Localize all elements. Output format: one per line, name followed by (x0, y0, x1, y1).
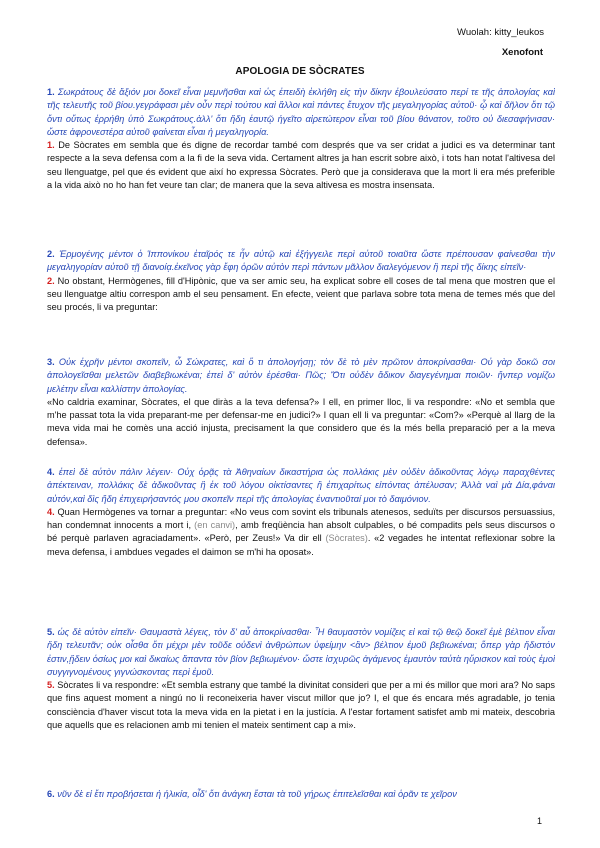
greek-passage (47, 356, 555, 396)
catalan-translation (47, 679, 555, 732)
uploader-label: Wuolah: kitty_leukos (457, 27, 544, 38)
greek-passage (47, 466, 555, 506)
section-number: 2. (47, 249, 55, 259)
editorial-note: (en canvi) (194, 520, 236, 531)
greek-passage (47, 626, 555, 679)
greek-text: ὡς δὲ αὐτὸν εἰπεῖν· Θαυμαστὰ λέγεις, τὸν δ' αὖ ἀποκρίνασθαι· Ἦ θαυμαστὸν νομίζεις εἰ καὶ τῷ θεῷ δοκεῖ ἐμὲ βέλτιον εἶναι ἤδη τελευτᾶν; οὐκ οἶσθα ὅτι μέχρι μὲν τοῦδε οὐδενὶ ἀνθρώπων ὑφείμην <ἂν> βέλτιον ἐμοῦ βεβιωκέναι; ὅπερ γὰρ ἥδιστόν ἐστιν,ᾔδειν ὁσίως μοι καὶ δικαίως ἅπαντα τὸν βίον βεβιωμένον· ὥστε ἰσχυρῶς ἀγάμενος ἐμαυτὸν ταὐτὰ ηὕρισκον καὶ τοὺς ἐμοὶ συγγιγνομένους γιγνώσκοντας περὶ ἐμοῦ. (47, 627, 555, 677)
catalan-text: De Sòcrates em sembla que és digne de recordar també com després que va ser cridat a judici es va determinar tant respecte a la seva defensa com a la fi de la seva vida. Certament altres ja han escrit sobre això, i tots han notat l'altivesa del seu llenguatge, pel que és evident que així ho expressa Sòcrates. Però que ja considerava que la mort li era més preferible a la vida això no ho han fet veure tan clar; de manera que la seva altivesa es mostra insensata. (47, 140, 555, 191)
greek-passage (47, 248, 555, 275)
section-number: 5. (47, 627, 55, 637)
greek-text: Ἑρμογένης μέντοι ὁ Ἱππονίκου ἑταῖρός τε ἦν αὐτῷ καὶ ἐξήγγειλε περὶ αὐτοῦ τοιαῦτα ὥστε πρέπουσαν φαίνεσθαι τὴν μεγαληγορίαν αὐτοῦ τῇ διανοίᾳ.ἐκεῖνος γὰρ ἔφη ὁρῶν αὐτὸν περὶ πάντων μᾶλλον διαλεγόμενον ἢ περὶ τῆς δίκης εἰπεῖν· (47, 249, 555, 273)
catalan-text: Quan Hermògenes va tornar a preguntar: «No veus com sovint els tribunals atenesos, seduïts per discursos persuassius, han condemnat innocents a mort i, (47, 506, 555, 531)
section-1 (47, 86, 555, 192)
section-2 (47, 248, 555, 314)
section-number: 4. (47, 467, 55, 477)
author-label: Xenofont (501, 47, 543, 58)
greek-passage (47, 86, 555, 139)
section-number: 1. (47, 87, 55, 97)
section-5 (47, 626, 555, 732)
catalan-text: , amb freqüència han absolt culpables, o bé compadits pels seus discursos o bé perquè parlaven agraciadament». «Però, per Zeus!» Va dir ell (47, 520, 555, 544)
section-number: 4. (47, 506, 55, 517)
catalan-translation (47, 506, 555, 559)
section-4 (47, 466, 555, 559)
section-number: 6. (47, 789, 55, 799)
section-6 (47, 788, 555, 801)
catalan-text: Sòcrates li va respondre: «Et sembla estrany que també la divinitat consideri que per a mi és millor que mori ara? No saps que fins aquest moment a ningú no li reconeixeria haver viscut millor que jo? I, el que és encara més agradable, jo tenia consciència d'haver viscut tota la meva vida en la pietat i en la justícia. A l'estar fortament satisfet amb mi mateix, descobria que aquells que es relacionen amb mi tenien el mateix sentiment cap a mi». (47, 680, 555, 731)
section-number: 5. (47, 680, 55, 691)
catalan-translation (47, 396, 555, 449)
section-number: 2. (47, 275, 55, 286)
catalan-text: «No caldria examinar, Sòcrates, el que diràs a la teva defensa?» I ell, en primer lloc, li va respondre: «No et sembla que m'he passat tota la vida preparant-me per defensar-me en judici?» I quan ell li va preguntar: «Com?» «Perquè al llarg de la meva vida mai he comès una acció injusta, precisament la que considero que és la més bella preparació per a la meva defensa». (47, 396, 555, 447)
section-number: 1. (47, 140, 55, 151)
greek-text: νῦν δὲ εἰ ἔτι προβήσεται ἡ ἡλικία, οἶδ' ὅτι ἀνάγκη ἔσται τὰ τοῦ γήρως ἐπιτελεῖσθαι καὶ ὁρᾶν τε χεῖρον (57, 789, 457, 799)
catalan-translation (47, 139, 555, 192)
editorial-note: (Sòcrates) (325, 533, 368, 544)
section-3 (47, 356, 555, 449)
greek-text: ἐπεὶ δὲ αὐτὸν πάλιν λέγειν· Οὐχ ὁρᾷς τὰ Ἀθηναίων δικαστήρια ὡς πολλάκις μὲν οὐδὲν ἀδικοῦντας λόγῳ παραχθέντες ἀπέκτειναν, πολλάκις δὲ ἀδικοῦντας ἢ ἐκ τοῦ λόγου οἰκτίσαντες ἢ ἐπιχαρίτως εἰπόντας ἀπέλυσαν; Ἀλλὰ ναὶ μὰ Δία,φάναι αὐτόν,καὶ δὶς ἤδη ἐπιχειρήσαντός μου σκοπεῖν περὶ τῆς ἀπολογίας ἐναντιοῦταί μοι τὸ δαιμόνιον. (47, 467, 555, 504)
greek-passage (47, 788, 555, 801)
greek-text: Οὐκ ἐχρῆν μέντοι σκοπεῖν, ὦ Σώκρατες, καὶ ὅ τι ἀπολογήσῃ; τὸν δὲ τὸ μὲν πρῶτον ἀποκρίνασθαι· Οὐ γὰρ δοκῶ σοι ἀπολογεῖσθαι μελετῶν διαβεβιωκέναι; ἐπεὶ δ' αὐτὸν ἐρέσθαι· Πῶς; Ὅτι οὐδὲν ἄδικον διαγεγένημαι ποιῶν· ἥνπερ νομίζω μελέτην εἶναι καλλίστην ἀπολογίας. (47, 357, 555, 394)
greek-text: Σωκράτους δὲ ἄξιόν μοι δοκεῖ εἶναι μεμνῆσθαι καὶ ὡς ἐπειδὴ ἐκλήθη εἰς τὴν δίκην ἐβουλεύσατο περί τε τῆς ἀπολογίας καὶ τῆς τελευτῆς τοῦ βίου.γεγράφασι μὲν οὖν περὶ τούτου καὶ ἄλλοι καὶ πάντες ἔτυχον τῆς μεγαληγορίας αὐτοῦ· ᾧ καὶ δῆλον ὅτι τῷ ὄντι οὕτως ἐρρήθη ὑπὸ Σωκράτους.ἀλλ' ὅτι ἤδη ἑαυτῷ ἡγεῖτο αἱρετώτερον εἶναι τοῦ βίου θάνατον, τοῦτο οὐ διεσαφήνισαν· ὥστε ἀφρονεστέρα αὐτοῦ φαίνεται εἶναι ἡ μεγαληγορία. (47, 87, 555, 137)
catalan-translation (47, 275, 555, 315)
page-title: APOLOGIA DE SÒCRATES (235, 66, 365, 77)
catalan-text: . «2 vegades he intentat reflexionar sobre la meva defensa, i ambdues vegades el daimon se m'hi ha oposat». (47, 533, 556, 557)
section-number: 3. (47, 357, 55, 367)
page-number: 1 (536, 816, 542, 826)
catalan-text: No obstant, Hermògenes, fill d'Hipònic, que va ser amic seu, ha explicat sobre ell coses de tal mena que mostren que el seu llenguatge altiu correspon amb el seu pensament. En efecte, veient que parlava sobre tota mena de temes més que del seu procés, li va preguntar: (47, 275, 555, 313)
